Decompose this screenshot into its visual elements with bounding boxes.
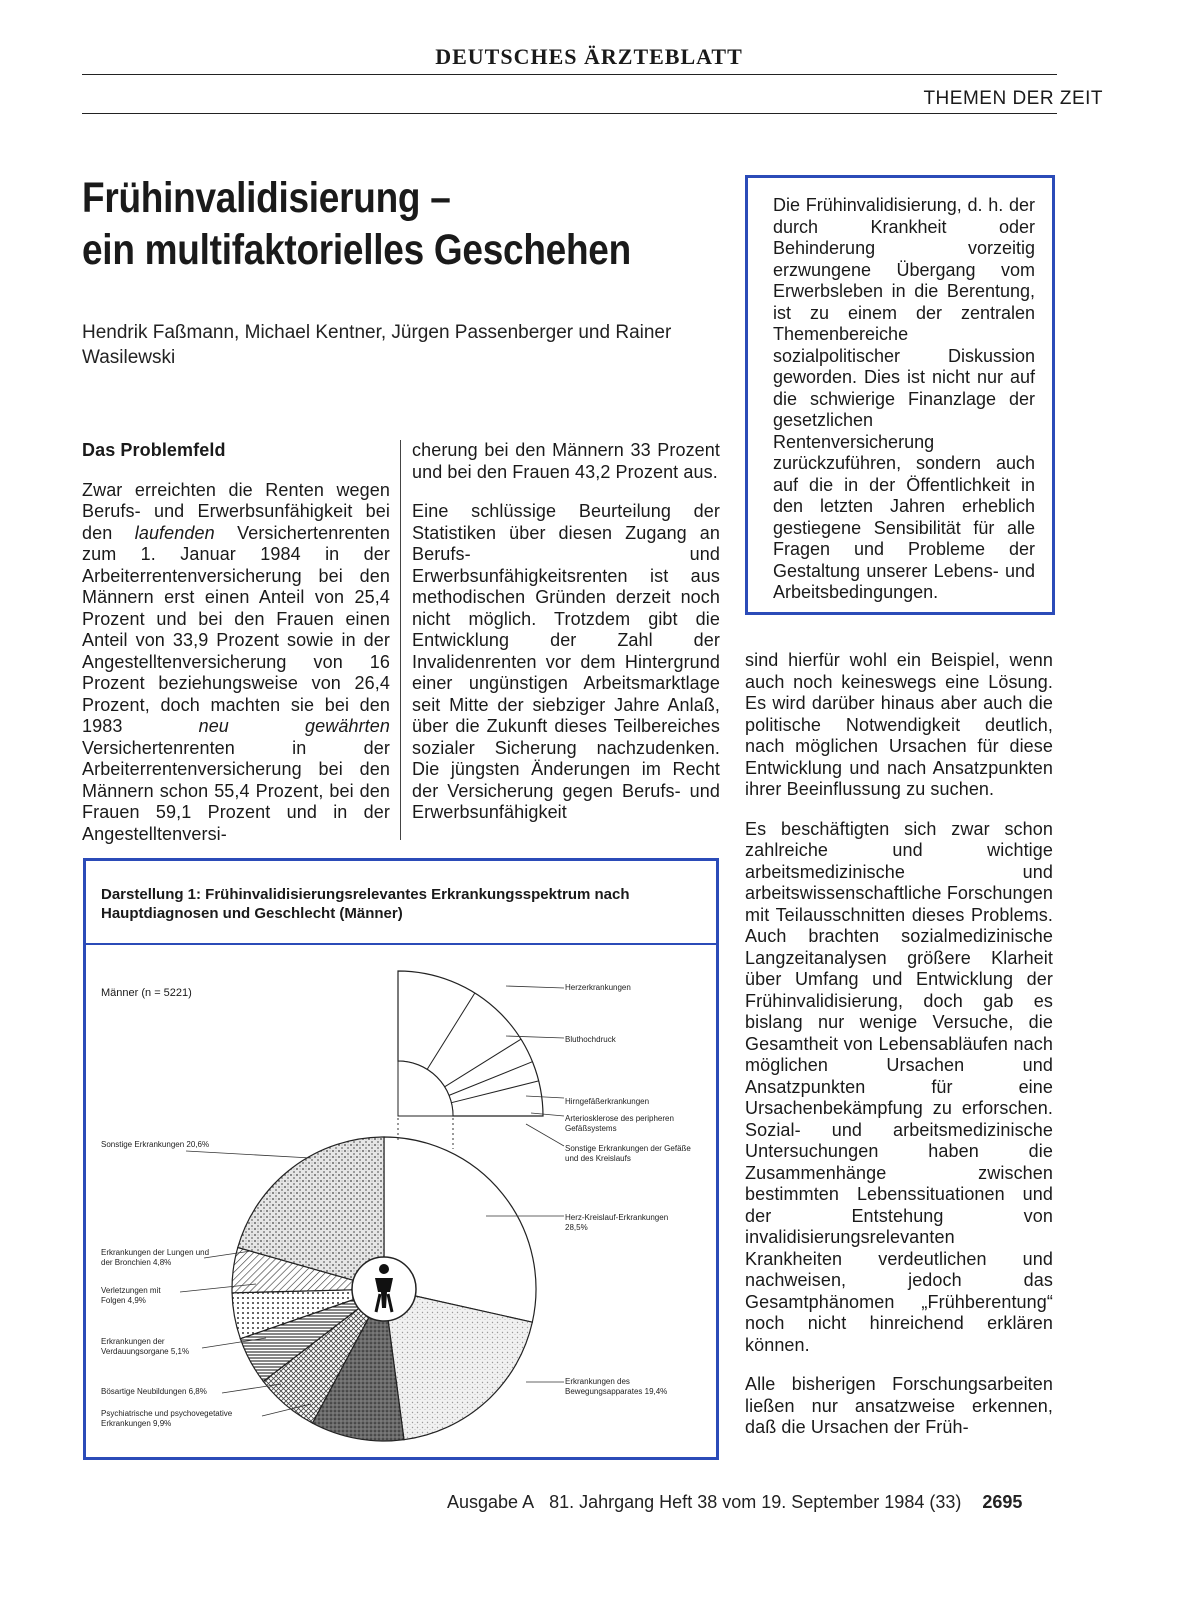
label-hirngefaesserkrankungen: Hirngefäßerkrankungen: [565, 1097, 650, 1106]
label-psychiatrisch: Psychiatrische und psychovegetative Erkrankungen 9,9%: [101, 1409, 233, 1428]
heart-circulation-breakout: [398, 971, 543, 1149]
column-2: [412, 440, 720, 824]
column-2-paragraph-2: Eine schlüssige Beurteilung der Statistiken über diesen Zugang an Berufs- und Erwerbsunfähigkeitsrenten ist aus methodischen Gründen derzeit noch nicht möglich. Trotzdem gibt die Entwicklung der Zahl der Invalidenrenten vor dem Hintergrund einer ungünstigen Arbeitsmarktlage seit Mitte der siebziger Jahre Anlaß, über die Zukunft dieses Teilbereiches sozialer Sicherung nachzudenken. Die jüngsten Änderungen im Recht der Versicherung gegen Berufs- und Erwerbsunfähigkeit: [412, 501, 720, 822]
label-bluthochdruck: Bluthochdruck: [565, 1035, 616, 1044]
figure-caption: Darstellung 1: Frühinvalidisierungsrelevantes Erkrankungsspektrum nach Hauptdiagnosen und Geschlecht (Männer): [101, 886, 630, 922]
column-1-paragraph: [82, 480, 390, 846]
leader-line: [186, 1151, 311, 1158]
footer-issue: 81. Jahrgang Heft 38 vom 19. September 1984 (33): [549, 1492, 962, 1512]
column-1: [82, 440, 390, 845]
section-rule: [82, 113, 1057, 114]
label-arteriosklerose: Arteriosklerose des peripheren Gefäßsystems: [565, 1114, 674, 1133]
column-3: [745, 650, 1053, 1439]
label-neubildungen: Bösartige Neubildungen 6,8%: [101, 1387, 207, 1396]
footer: [447, 1492, 1022, 1513]
page-number: 2695: [982, 1492, 1023, 1512]
summary-text: Die Frühinvalidisierung, d. h. der durch Krankheit oder Behinderung vorzeitig erzwungene Übergang vom Erwerbsleben in die Berentung, ist zu einem der zentralen Themenbereiche sozialpolitischer Diskussion geworden. Dies ist nicht nur auf die schwierige Finanzlage der gesetzlichen Rentenversicherung zurückzuführen, sondern auch auf die in der Öffentlichkeit in den letzten Jahren erheblich gestiegene Sensibilität für alle Fragen und Probleme der Gestaltung unserer Lebens- und Arbeitsbedingungen.: [773, 195, 1035, 602]
figure-separator: [86, 943, 716, 945]
label-verletzungen: Verletzungen mit Folgen 4,9%: [101, 1286, 161, 1305]
masthead: DEUTSCHES ÄRZTEBLATT: [435, 44, 743, 69]
emphasis-laufenden: laufenden: [134, 522, 215, 543]
footer-edition: Ausgabe A: [447, 1492, 535, 1512]
column-3-paragraph-3: Alle bisherigen Forschungsarbeiten ließen nur ansatzweise erkennen, daß die Ursachen der Früh-: [745, 1374, 1053, 1437]
label-sonstige: Sonstige Erkrankungen 20,6%: [101, 1140, 210, 1149]
emphasis-neu-gewaehrten: neu gewährten: [198, 716, 390, 736]
title-line-1: Frühinvalidisierung –: [82, 174, 451, 222]
label-verdauung: Erkrankungen der Verdauungsorgane 5,1%: [101, 1337, 190, 1356]
article-title: [82, 172, 650, 276]
label-lungen: Erkrankungen der Lungen und der Bronchien 4,8%: [101, 1248, 210, 1267]
text-run: Zwar erreichten die Renten wegen Berufs- und Erwerbsunfähigkeit bei den: [82, 479, 390, 543]
section-label: THEMEN DER ZEIT: [923, 88, 1103, 109]
masthead-rule: [82, 74, 1057, 75]
label-sonstige-gefaesse: Sonstige Erkrankungen der Gefäße und des Kreislaufs: [565, 1144, 691, 1163]
label-herz-kreislauf: Herz-Kreislauf-Erkrankungen 28,5%: [565, 1213, 669, 1232]
section-heading: Das Problemfeld: [82, 440, 226, 460]
column-3-paragraph-1: sind hierfür wohl ein Beispiel, wenn auch noch keineswegs eine Lösung. Es wird darüber hinaus aber auch die politische Notwendigkeit deutlich, nach möglichen Ursachen für diese Entwicklung und nach Ansatzpunkten ihrer Beeinflussung zu suchen.: [745, 650, 1053, 799]
label-herzerkrankungen: Herzerkrankungen: [565, 983, 631, 992]
leader-line: [506, 986, 564, 988]
text-run: Versichertenrenten in der Arbeiterrentenversicherung bei den Männern schon 55,4 Prozent, bei den Frauen 59,1 Prozent und in der Angestelltenversi-: [82, 737, 390, 844]
title-line-2: ein multifaktorielles Geschehen: [82, 226, 631, 274]
authors: Hendrik Faßmann, Michael Kentner, Jürgen Passenberger und Rainer Wasilewski: [82, 322, 672, 368]
text-run: Versichertenrenten zum 1. Januar 1984 in der Arbeiterrentenversicherung bei den Männern erst einen Anteil von 25,4 Prozent und bei den Frauen einen Anteil von 33,9 Prozent sowie in der Angestelltenversicherung von 16 Prozent beziehungsweise von 26,4 Prozent, doch machten sie bei den 1983: [82, 522, 391, 736]
person-icon: [352, 1257, 416, 1321]
figure-sample-size: Männer (n = 5221): [101, 987, 192, 999]
leader-line: [526, 1124, 564, 1146]
column-divider: [400, 440, 401, 840]
column-3-paragraph-2: Es beschäftigten sich zwar schon zahlreiche und wichtige arbeitsmedizinische und arbeitswissenschaftliche Forschungen mit Teilausschnitten dieses Problems. Auch brachten sozialmedizinische Langzeitanalysen größere Klarheit über Umfang und Entwicklung der Frühinvalidisierung, doch gab es bislang nur wenige Versuche, die Gesamtheit von Lebensabläufen nach möglichen Ursachen und Ansatzpunkten für eine Ursachenbekämpfung zu erforschen. Sozial- und arbeitsmedizinische Untersuchungen haben die Zusammenhänge zwischen bestimmten Lebenssituationen und der Entstehung von invalidisierungsrelevanten Krankheiten verdeutlichen und nachweisen, jedoch das Gesamtphänomen „Frühberentung“ noch nicht hinreichend erklären können.: [745, 818, 1053, 1355]
column-2-paragraph-1: cherung bei den Männern 33 Prozent und bei den Frauen 43,2 Prozent aus.: [412, 440, 720, 482]
label-bewegungsapparat: Erkrankungen des Bewegungsapparates 19,4%: [565, 1377, 668, 1396]
